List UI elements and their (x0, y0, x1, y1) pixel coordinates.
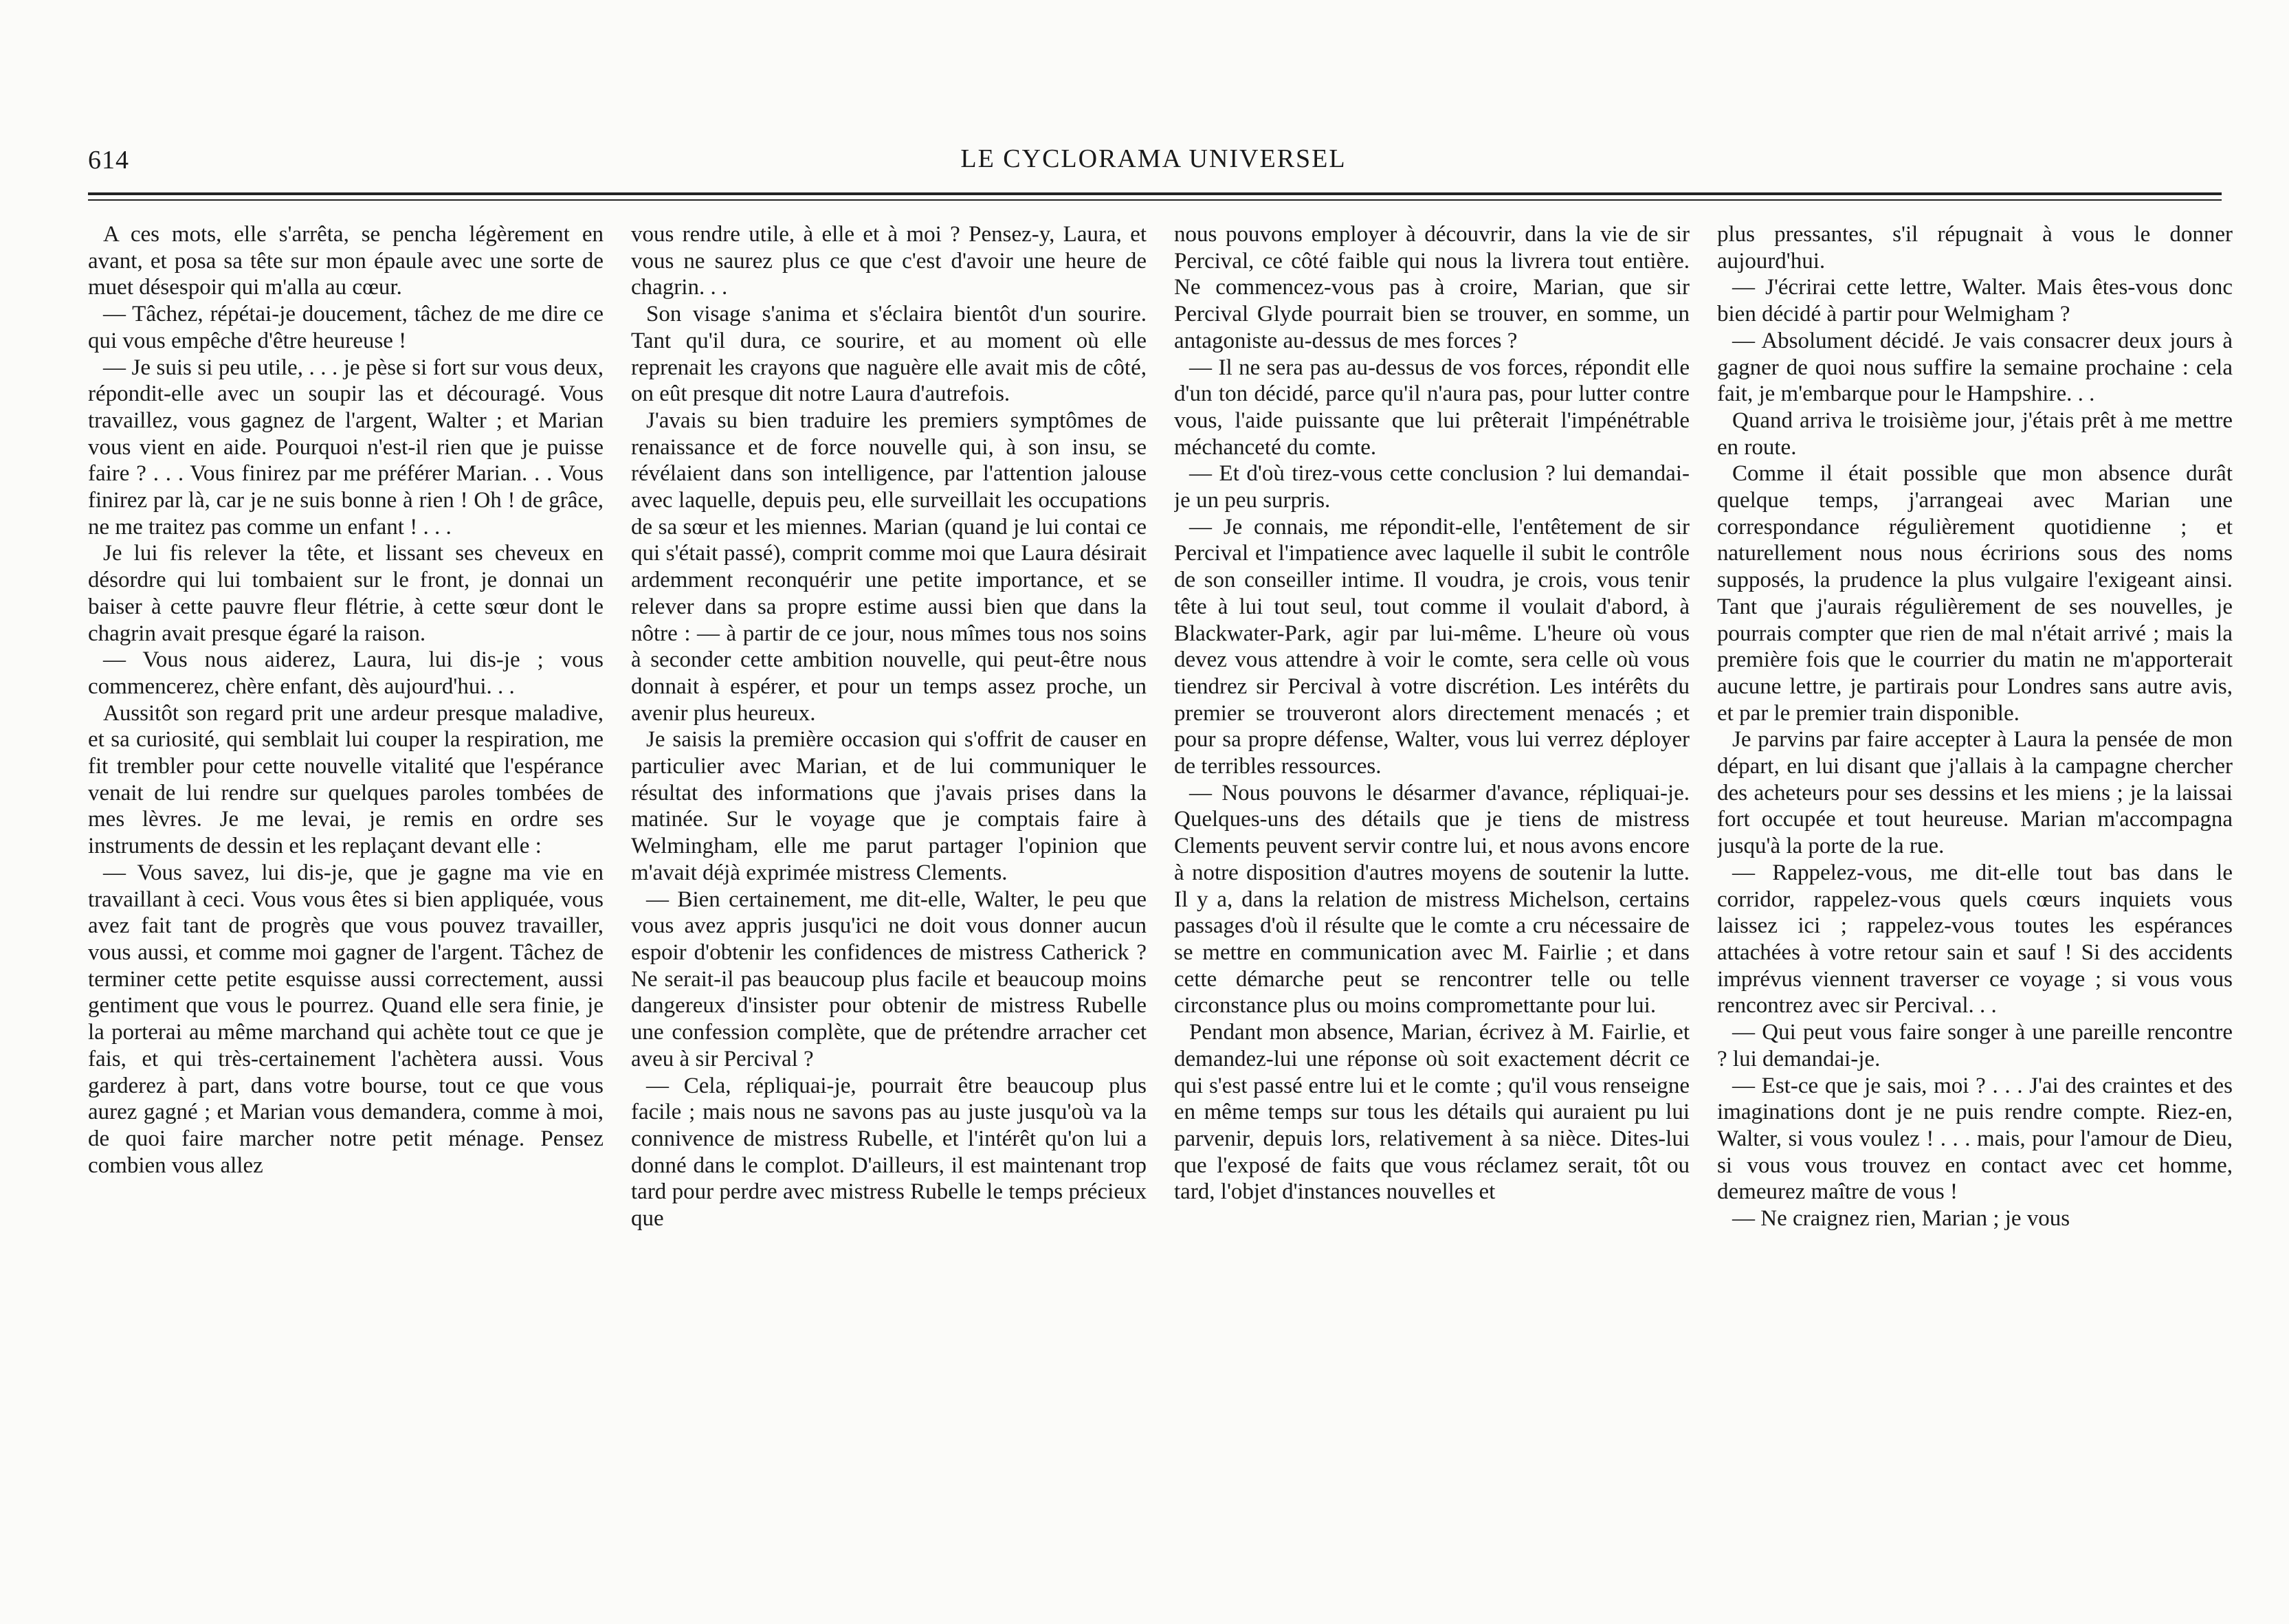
paragraph: — Et d'où tirez-vous cette conclusion ? lui demandai-je un peu surpris. (1174, 461, 1690, 513)
paragraph: — J'écrirai cette lettre, Walter. Mais êtes-vous donc bien décidé à partir pour Welmigham ? (1717, 275, 2233, 327)
page-number: 614 (88, 146, 129, 175)
page-header (88, 141, 2219, 182)
header-rule-thin (88, 199, 2222, 201)
paragraph: Je saisis la première occasion qui s'offrit de causer en particulier avec Marian, et de lui communiquer le résultat des informations que j'avais prises dans la matinée. Sur le voyage que je comptais faire à Welmingham, elle me parut partager l'opinion que m'avait déjà exprimée mistress Clements. (631, 727, 1147, 885)
paragraph: Pendant mon absence, Marian, écrivez à M. Fairlie, et demandez-lui une réponse où soit exactement décrit ce qui s'est passé entre lui et le comte ; qu'il vous renseigne en même temps sur tous les détails qui auraient pu lui parvenir, depuis lors, relativement à sa nièce. Dites-lui que l'exposé de faits que vous réclamez serait, tôt ou tard, l'objet d'instances nouvelles et (1174, 1020, 1690, 1205)
column-2 (631, 221, 1147, 1527)
paragraph: — Cela, répliquai-je, pourrait être beaucoup plus facile ; mais nous ne savons pas au juste jusqu'où va la connivence de mistress Rubelle, et l'intérêt qu'on lui a donné dans le complot. D'ailleurs, il est maintenant trop tard pour perdre avec mistress Rubelle le temps précieux que (631, 1073, 1147, 1232)
paragraph: plus pressantes, s'il répugnait à vous le donner aujourd'hui. (1717, 222, 2233, 274)
header-rule-thick (88, 192, 2222, 195)
paragraph: — Rappelez-vous, me dit-elle tout bas dans le corridor, rappelez-vous quels cœurs inquiets vous laissez ici ; rappelez-vous toutes les espérances attachées à votre retour sain et sauf ! Si des accidents imprévus viennent traverser ce voyage ; si vous vous rencontrez avec sir Percival. . . (1717, 860, 2233, 1019)
paragraph: — Vous savez, lui dis-je, que je gagne ma vie en travaillant à ceci. Vous vous êtes si bien appliquée, vous avez fait tant de progrès que vous pouvez travailler, vous aussi, et comme moi gagner de l'argent. Tâchez de terminer cette petite esquisse aussi correctement, aussi gentiment que vous le pourrez. Quand elle sera finie, je la porterai au même marchand qui achète tout ce que je fais, et qui très-certainement l'achètera aussi. Vous garderez à part, dans votre bourse, tout ce que vous aurez gagné ; et Marian vous demandera, comme à moi, de quoi faire marcher notre petit ménage. Pensez combien vous allez (88, 860, 604, 1178)
paragraph: — Vous nous aiderez, Laura, lui dis-je ; vous commencerez, chère enfant, dès aujourd'hui. . . (88, 647, 604, 699)
paragraph: Quand arriva le troisième jour, j'étais prêt à me mettre en route. (1717, 408, 2233, 460)
paragraph: — Est-ce que je sais, moi ? . . . J'ai des craintes et des imaginations dont je ne puis rendre compte. Riez-en, Walter, si vous voulez ! . . . mais, pour l'amour de Dieu, si vous vous trouvez en contact avec cet homme, demeurez maître de vous ! (1717, 1073, 2233, 1205)
paragraph: — Qui peut vous faire songer à une pareille rencontre ? lui demandai-je. (1717, 1020, 2233, 1071)
column-4 (1717, 221, 2233, 1527)
paragraph: — Il ne sera pas au-dessus de vos forces, répondit elle d'un ton décidé, parce qu'il n'aura pas, pour lutter contre vous, l'aide puissante que lui prêterait l'impénétrable méchanceté du comte. (1174, 355, 1690, 460)
paragraph: — Je suis si peu utile, . . . je pèse si fort sur vous deux, répondit-elle avec un soupir las et découragé. Vous travaillez, vous gagnez de l'argent, Walter ; et Marian vous vient en aide. Pourquoi n'est-il rien que je puisse faire ? . . . Vous finirez par me préférer Marian. . . Vous finirez par là, car je ne suis bonne à rien ! Oh ! de grâce, ne me traitez pas comme un enfant ! . . . (88, 355, 604, 540)
paragraph: A ces mots, elle s'arrêta, se pencha légèrement en avant, et posa sa tête sur mon épaule avec une sorte de muet désespoir qui m'alla au cœur. (88, 222, 604, 300)
paragraph: Aussitôt son regard prit une ardeur presque maladive, et sa curiosité, qui semblait lui couper la respiration, me fit trembler pour cette nouvelle vitalité que l'espérance venait de lui rendre sur quelques paroles tombées de mes lèvres. Je me levai, je remis en ordre ses instruments de dessin et les replaçant devant elle : (88, 700, 604, 859)
paragraph: Je parvins par faire accepter à Laura la pensée de mon départ, en lui disant que j'allais à la campagne chercher des acheteurs pour ses dessins et les miens ; je la laissai fort occupée et tout heureuse. Marian m'accompagna jusqu'à la porte de la rue. (1717, 727, 2233, 859)
paragraph: — Je connais, me répondit-elle, l'entêtement de sir Percival et l'impatience avec laquelle il subit le contrôle de son conseiller intime. Il voudra, je crois, vous tenir tête à lui tout seul, tout comme il voulait d'abord, à Blackwater-Park, agir par lui-même. L'heure où vous devez vous attendre à voir le comte, sera celle où vous tiendrez sir Percival à votre discrétion. Les intérêts du premier se trouveront alors directement menacés ; et pour sa propre défense, Walter, vous lui verrez déployer de terribles ressources. (1174, 514, 1690, 779)
paragraph: — Ne craignez rien, Marian ; je vous (1732, 1206, 2070, 1232)
paragraph: — Absolument décidé. Je vais consacrer deux jours à gagner de quoi nous suffire la semaine prochaine : cela fait, je m'embarque pour le Hampshire. . . (1717, 328, 2233, 407)
paragraph: — Bien certainement, me dit-elle, Walter, le peu que vous avez appris jusqu'ici ne doit vous donner aucun espoir d'obtenir les confidences de mistress Catherick ? Ne serait-il pas beaucoup plus facile et beaucoup moins dangereux d'insister pour obtenir de mistress Rubelle une confession complète, que de prétendre arracher cet aveu à sir Percival ? (631, 887, 1147, 1071)
paragraph: Son visage s'anima et s'éclaira bientôt d'un sourire. Tant qu'il dura, ce sourire, et au moment où elle reprenait les crayons que naguère elle avait mis de côté, on eût presque dit notre Laura d'autrefois. (631, 302, 1147, 407)
column-3 (1174, 221, 1690, 1527)
paragraph: Je lui fis relever la tête, et lissant ses cheveux en désordre qui lui tombaient sur le front, je donnai un baiser à cette pauvre fleur flétrie, à cette sœur dont le chagrin avait presque égaré la raison. (88, 541, 604, 646)
text-columns (88, 221, 2233, 1527)
paragraph: J'avais su bien traduire les premiers symptômes de renaissance et de force nouvelle qui, à son insu, se révélaient dans son intelligence, par l'attention jalouse avec laquelle, depuis peu, elle surveillait les occupations de sa sœur et les miennes. Marian (quand je lui contai ce qui s'était passé), comprit comme moi que Laura désirait ardemment reconquérir une petite importance, et se relever dans sa propre estime aussi bien que dans la nôtre : — à partir de ce jour, nous mîmes tous nos soins à seconder cette ambition nouvelle, qui peut-être nous donnait à espérer, et pour un temps assez proche, un avenir plus heureux. (631, 408, 1147, 726)
paragraph: — Nous pouvons le désarmer d'avance, répliquai-je. Quelques-uns des détails que je tiens de mistress Clements peuvent servir contre lui, et nous avons encore à notre disposition d'autres moyens de soutenir la lutte. Il y a, dans la relation de mistress Michelson, certains passages d'où il résulte que le comte a cru nécessaire de se mettre en communication avec M. Fairlie ; et dans cette démarche peut se rencontrer telle ou telle circonstance plus ou moins compromettante pour lui. (1174, 780, 1690, 1019)
column-1 (88, 221, 604, 1527)
paragraph: nous pouvons employer à découvrir, dans la vie de sir Percival, ce côté faible qui nous la livrera tout entière. Ne commencez-vous pas à croire, Marian, que sir Percival Glyde pourrait bien se trouver, en somme, un antagoniste au-dessus de mes forces ? (1174, 222, 1690, 353)
paragraph: vous rendre utile, à elle et à moi ? Pensez-y, Laura, et vous ne saurez plus ce que c'est d'avoir une heure de chagrin. . . (631, 222, 1147, 300)
running-title: LE CYCLORAMA UNIVERSEL (960, 144, 1347, 173)
paragraph: — Tâchez, répétai-je doucement, tâchez de me dire ce qui vous empêche d'être heureuse ! (88, 302, 604, 353)
paragraph: Comme il était possible que mon absence durât quelque temps, j'arrangeai avec Marian une correspondance régulièrement quotidienne ; et naturellement nous nous écririons sous des noms supposés, la prudence la plus vulgaire l'exigeant ainsi. Tant que j'aurais régulièrement de ses nouvelles, je pourrais compter que rien de mal n'était arrivé ; mais la première fois que le courrier du matin ne m'apporterait aucune lettre, je partirais pour Londres sans autre avis, et par le premier train disponible. (1717, 461, 2233, 726)
